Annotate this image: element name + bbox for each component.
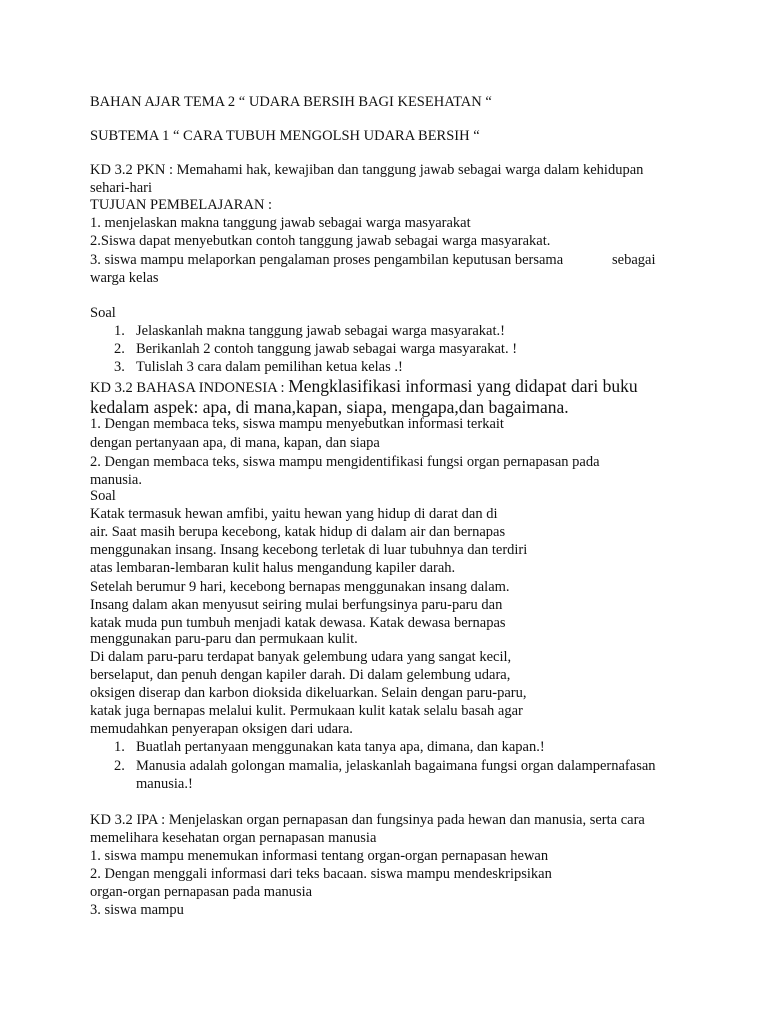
bi-question-2a: Manusia adalah golongan mamalia, jelaskanlah bagaimana fungsi organ dalampernafasan [136,758,656,774]
ipa-kd-line2: memelihara kesehatan organ pernapasan manusia [90,830,377,846]
passage-line: katak muda pun tumbuh menjadi katak dewasa. Katak dewasa bernapas [90,615,506,631]
pkn-soal-3-number: 3. [114,359,125,375]
pkn-tujuan-3c: warga kelas [90,270,159,286]
ipa-tujuan-2b: organ-organ pernapasan pada manusia [90,884,313,900]
bi-kd-line1 [90,375,638,397]
pkn-kd-line1: KD 3.2 PKN : Memahami hak, kewajiban dan tanggung jawab sebagai warga dalam kehidupan [90,162,644,178]
bi-tujuan-2a: 2. Dengan membaca teks, siswa mampu mengidentifikasi fungsi organ pernapasan pada [90,454,600,470]
bi-soal-heading: Soal [90,488,116,504]
passage-line: atas lembaran-lembaran kulit halus mengandung kapiler darah. [90,560,456,576]
pkn-tujuan-2: 2.Siswa dapat menyebutkan contoh tanggung jawab sebagai warga masyarakat. [90,233,551,249]
pkn-tujuan-3a: 3. siswa mampu melaporkan pengalaman proses pengambilan keputusan bersama [90,252,564,268]
pkn-soal-2: Berikanlah 2 contoh tanggung jawab sebagai warga masyarakat. ! [136,341,518,357]
bi-question-1: Buatlah pertanyaan menggunakan kata tanya apa, dimana, dan kapan.! [136,739,545,755]
pkn-tujuan-3b: sebagai [612,252,656,268]
passage-line: Katak termasuk hewan amfibi, yaitu hewan yang hidup di darat dan di [90,506,498,522]
ipa-tujuan-3: 3. siswa mampu [90,902,184,918]
passage-line: Insang dalam akan menyusut seiring mulai berfungsinya paru-paru dan [90,597,503,613]
bi-question-2b: manusia.! [136,776,193,792]
document-subtitle: SUBTEMA 1 “ CARA TUBUH MENGOLSH UDARA BERSIH “ [90,128,480,144]
passage-line: katak juga bernapas melalui kulit. Permukaan kulit katak selalu basah agar [90,703,523,719]
pkn-soal-2-number: 2. [114,341,125,357]
passage-line: Di dalam paru-paru terdapat banyak gelembung udara yang sangat kecil, [90,649,512,665]
ipa-tujuan-2a: 2. Dengan menggali informasi dari teks bacaan. siswa mampu mendeskripsikan [90,866,552,882]
bi-question-2-number: 2. [114,758,125,774]
pkn-soal-heading: Soal [90,305,116,321]
document-title: BAHAN AJAR TEMA 2 “ UDARA BERSIH BAGI KESEHATAN “ [90,94,492,110]
pkn-tujuan-heading: TUJUAN PEMBELAJARAN : [90,197,273,213]
passage-line: air. Saat masih berupa kecebong, katak hidup di dalam air dan bernapas [90,524,506,540]
bi-tujuan-1a: 1. Dengan membaca teks, siswa mampu menyebutkan informasi terkait [90,416,504,432]
ipa-tujuan-1: 1. siswa mampu menemukan informasi tentang organ-organ pernapasan hewan [90,848,549,864]
bi-kd-line2: kedalam aspek: apa, di mana,kapan, siapa, mengapa,dan bagaimana. [90,397,569,417]
pkn-soal-3: Tulislah 3 cara dalam pemilihan ketua kelas .! [136,359,403,375]
pkn-soal-1: Jelaskanlah makna tanggung jawab sebagai warga masyarakat.! [136,323,505,339]
passage-line: menggunakan insang. Insang kecebong terletak di luar tubuhnya dan terdiri [90,542,528,558]
ipa-kd-line1: KD 3.2 IPA : Menjelaskan organ pernapasan dan fungsinya pada hewan dan manusia, serta cara [90,812,645,828]
bi-tujuan-2b: manusia. [90,472,142,488]
bi-kd-prefix: KD 3.2 BAHASA INDONESIA : [90,380,289,396]
passage-line: Setelah berumur 9 hari, kecebong bernapas menggunakan insang dalam. [90,579,510,595]
pkn-kd-line2: sehari-hari [90,180,152,196]
bi-tujuan-1b: dengan pertanyaan apa, di mana, kapan, dan siapa [90,435,380,451]
bi-question-1-number: 1. [114,739,125,755]
pkn-soal-1-number: 1. [114,323,125,339]
passage-line: oksigen diserap dan karbon dioksida dikeluarkan. Selain dengan paru-paru, [90,685,527,701]
passage-line: menggunakan paru-paru dan permukaan kulit. [90,631,358,647]
pkn-tujuan-1: 1. menjelaskan makna tanggung jawab sebagai warga masyarakat [90,215,471,231]
passage-line: berselaput, dan penuh dengan kapiler darah. Di dalam gelembung udara, [90,667,511,683]
passage-line: memudahkan penyerapan oksigen dari udara. [90,721,353,737]
bi-kd-text: Mengklasifikasi informasi yang didapat dari buku [288,376,638,396]
